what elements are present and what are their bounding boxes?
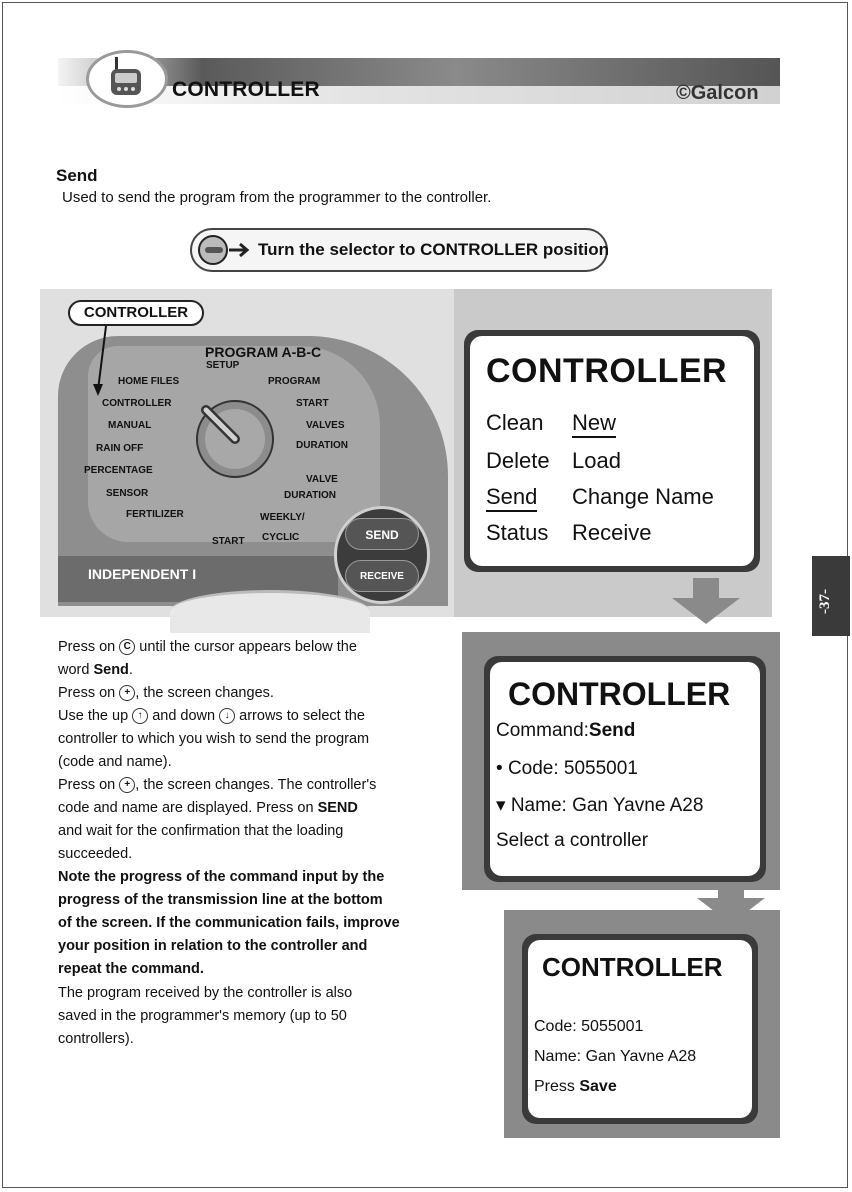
header-title: CONTROLLER bbox=[172, 78, 320, 101]
instruction-text: word bbox=[58, 662, 90, 678]
note-line: repeat the command. bbox=[58, 961, 204, 977]
screen1-title: CONTROLLER bbox=[486, 352, 728, 390]
plus-key-icon: + bbox=[119, 685, 135, 701]
dial-label-valves: VALVES bbox=[306, 420, 345, 431]
screen2-select-line: Select a controller bbox=[496, 830, 649, 851]
dial-label-home-files: HOME FILES bbox=[118, 376, 180, 387]
press-value: Save bbox=[579, 1078, 617, 1095]
dial-label-sensor: SENSOR bbox=[106, 488, 149, 499]
up-arrow-key-icon: ↑ bbox=[132, 708, 148, 724]
dial-label-start-bottom: START bbox=[212, 536, 245, 547]
screen2-title: CONTROLLER bbox=[508, 676, 731, 712]
section-heading: Send bbox=[56, 166, 98, 185]
menu-item-clean: Clean bbox=[486, 410, 544, 435]
command-label: Command: bbox=[496, 720, 589, 741]
menu-item-delete: Delete bbox=[486, 448, 550, 473]
instruction-text: , the screen changes. The controller's bbox=[135, 777, 377, 793]
receive-button[interactable]: RECEIVE bbox=[345, 560, 419, 592]
programmer-device-icon bbox=[89, 53, 165, 105]
screen2-code-line: • Code: 5055001 bbox=[496, 758, 638, 779]
instruction-text: succeeded. bbox=[58, 846, 133, 862]
instruction-1 bbox=[58, 636, 458, 682]
instruction-text: until the cursor appears below the bbox=[139, 639, 357, 655]
arrow-down-1-icon bbox=[672, 598, 740, 624]
instruction-text: and down bbox=[152, 708, 216, 724]
selector-instruction-text: Turn the selector to CONTROLLER position bbox=[258, 240, 610, 259]
instruction-2 bbox=[58, 682, 458, 705]
dial-label-weekly: WEEKLY/ bbox=[260, 512, 305, 523]
instruction-text: (code and name). bbox=[58, 754, 172, 770]
instruction-text: arrows to select the bbox=[239, 708, 365, 724]
dial-label-cyclic: CYCLIC bbox=[262, 532, 300, 543]
c-key-icon: C bbox=[119, 639, 135, 655]
instruction-text: Use the up bbox=[58, 708, 129, 724]
instruction-3 bbox=[58, 705, 458, 774]
note-paragraph bbox=[58, 866, 462, 981]
instruction-bold: Send bbox=[93, 662, 129, 678]
callout-pointer-arrow bbox=[92, 324, 172, 404]
program-abc-label: PROGRAM A-B-C bbox=[205, 344, 322, 360]
screen3-press-line bbox=[534, 1078, 617, 1096]
menu-item-load: Load bbox=[572, 448, 621, 473]
memory-line: The program received by the controller is also bbox=[58, 985, 353, 1001]
header-badge bbox=[86, 50, 168, 108]
page-number-tab bbox=[812, 556, 850, 636]
memory-line: saved in the programmer's memory (up to 50 bbox=[58, 1008, 347, 1024]
dial-label-valve: VALVE bbox=[306, 474, 338, 485]
instruction-text: Press on bbox=[58, 639, 116, 655]
dial-label-manual: MANUAL bbox=[108, 420, 152, 431]
selector-dial[interactable] bbox=[190, 394, 280, 484]
dial-label-fertilizer: FERTILIZER bbox=[126, 509, 184, 520]
dial-label-setup: SETUP bbox=[206, 360, 240, 371]
screen2-name-line: ▾ Name: Gan Yavne A28 bbox=[496, 795, 704, 816]
dial-label-controller: CONTROLLER bbox=[102, 398, 172, 409]
send-button[interactable]: SEND bbox=[345, 518, 419, 550]
screen3-code-line: Code: 5055001 bbox=[534, 1018, 644, 1035]
controller-callout: CONTROLLER bbox=[68, 300, 204, 326]
screen2-command-line bbox=[496, 720, 635, 742]
press-label: Press bbox=[534, 1078, 575, 1095]
note-line: of the screen. If the communication fails, improve bbox=[58, 915, 400, 931]
section-description: Used to send the program from the programmer to the controller. bbox=[62, 189, 492, 206]
name-text: Name: Gan Yavne A28 bbox=[510, 795, 704, 816]
dial-label-program: PROGRAM bbox=[268, 376, 321, 387]
instruction-text: code and name are displayed. Press on bbox=[58, 800, 314, 816]
selector-knob-icon bbox=[197, 234, 253, 271]
menu-item-send: Send bbox=[486, 484, 537, 512]
device-bottom-arc bbox=[170, 590, 370, 633]
dial-label-start: START bbox=[296, 398, 329, 409]
instruction-text: Press on bbox=[58, 777, 116, 793]
menu-item-receive: Receive bbox=[572, 520, 652, 545]
dial-label-rain-off: RAIN OFF bbox=[96, 443, 144, 454]
note-line: progress of the transmission line at the bottom bbox=[58, 892, 383, 908]
memory-line: controllers). bbox=[58, 1031, 134, 1047]
dial-label-valve-duration: DURATION bbox=[284, 490, 337, 501]
note-line: Note the progress of the command input by the bbox=[58, 869, 385, 885]
command-value: Send bbox=[588, 720, 636, 741]
menu-item-change-name: Change Name bbox=[572, 484, 714, 509]
plus-key-icon: + bbox=[119, 777, 135, 793]
header-light-band bbox=[58, 86, 780, 104]
instruction-text: . bbox=[128, 662, 133, 678]
dial-label-duration: DURATION bbox=[296, 440, 349, 451]
instruction-text: Press on bbox=[58, 685, 116, 701]
menu-item-new: New bbox=[572, 410, 616, 438]
menu-item-status: Status bbox=[486, 520, 549, 545]
down-arrow-key-icon: ↓ bbox=[219, 708, 235, 724]
screen3-name-line: Name: Gan Yavne A28 bbox=[534, 1048, 697, 1065]
instruction-text: and wait for the confirmation that the loading bbox=[58, 823, 344, 839]
arrow-down-1-stem bbox=[693, 578, 719, 600]
galcon-logo: ©Galcon bbox=[676, 82, 759, 104]
instruction-text: , the screen changes. bbox=[135, 685, 274, 701]
independent-label: INDEPENDENT I bbox=[88, 566, 197, 582]
code-text: Code: 5055001 bbox=[507, 758, 638, 779]
instruction-4 bbox=[58, 774, 458, 866]
note-line: your position in relation to the controller and bbox=[58, 938, 368, 954]
memory-paragraph bbox=[58, 982, 458, 1051]
instruction-text: controller to which you wish to send the program bbox=[58, 731, 370, 747]
screen3-title: CONTROLLER bbox=[542, 952, 723, 982]
page-number: -37- bbox=[817, 589, 833, 614]
instruction-bold: SEND bbox=[317, 800, 358, 816]
dial-label-percentage: PERCENTAGE bbox=[84, 465, 153, 476]
